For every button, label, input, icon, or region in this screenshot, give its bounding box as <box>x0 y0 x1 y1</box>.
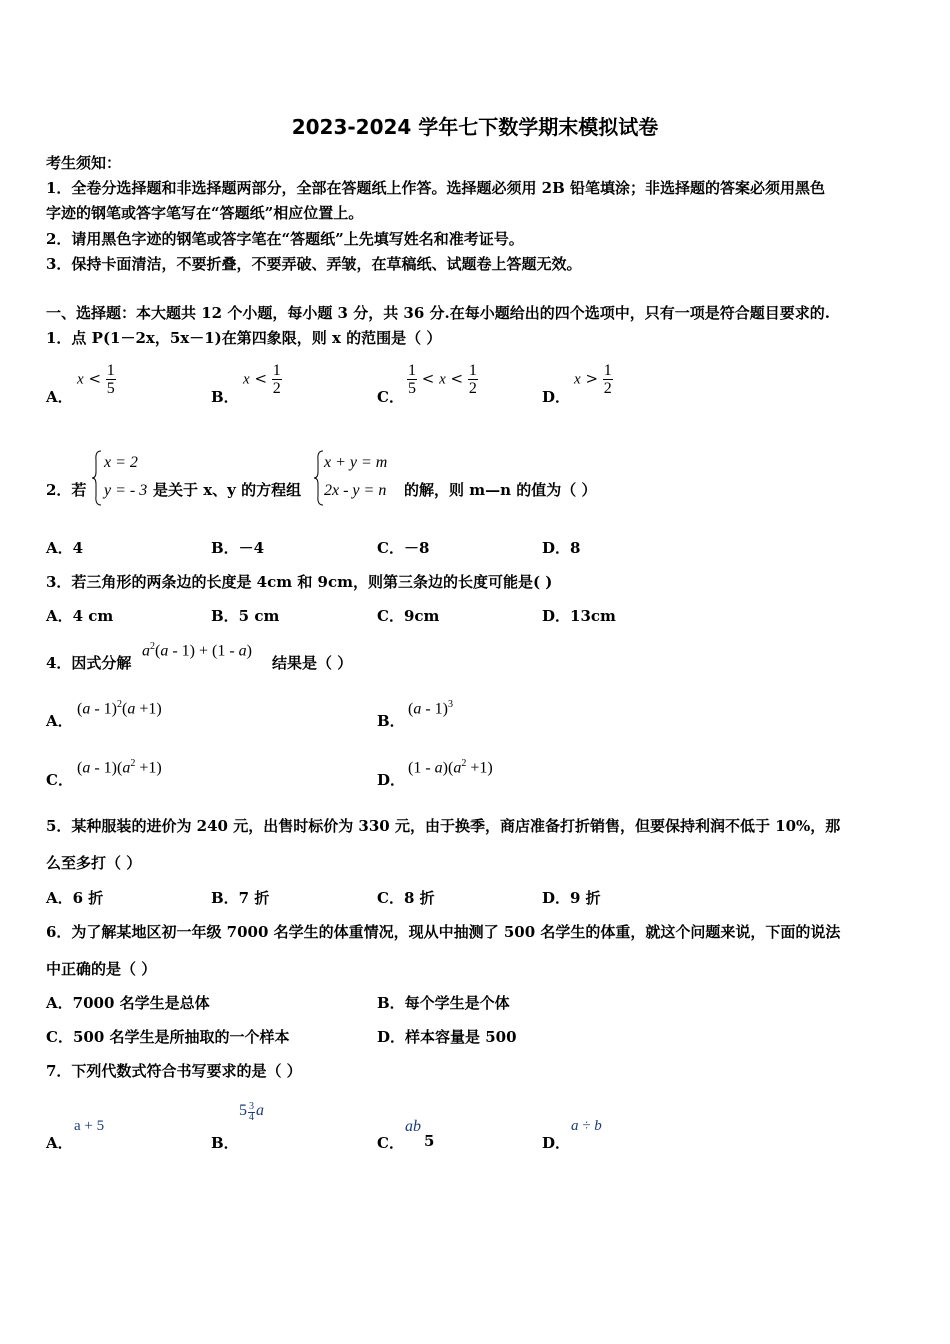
q4-label-b: B． <box>377 712 405 730</box>
brace-icon <box>314 450 324 506</box>
q4-expression: $a^2(a - 1) + (1 - a)$ <box>142 641 252 660</box>
q1-stem: 1．点 P(1－2x，5x－1)在第四象限，则 x 的范围是（ ） <box>46 329 442 347</box>
q1-option-b-math: x < $\frac{1}{2}$ <box>243 362 281 397</box>
q7-option-b-math: 5 $\frac{3}{4}$ a <box>239 1101 264 1123</box>
q7-option-a-math: a + 5 <box>74 1118 105 1134</box>
brace-icon <box>92 450 102 506</box>
q1-label-c: C． <box>377 388 404 406</box>
q4-option-a-math: (a - 1)$^2$(a +1) <box>77 699 162 718</box>
q2-system-a <box>92 448 152 508</box>
q1-option-a-math: x < $\frac{1}{5}$ <box>77 362 115 397</box>
q1-label-b: B． <box>211 388 239 406</box>
q7-option-c-number: 5 <box>424 1132 435 1150</box>
q6-stem-line-2: 中正确的是（ ） <box>46 960 157 978</box>
q1-option-d-math: x > $\frac{1}{2}$ <box>574 362 612 397</box>
q2-system-b-eq1: x + y = m <box>324 454 388 471</box>
q5-stem-line-2: 么至多打（ ） <box>46 854 142 872</box>
q2-option-d: D．8 <box>542 539 581 557</box>
q2-post: 的解，则 m—n 的值为（ ） <box>404 481 597 499</box>
q3-option-a: A．4 cm <box>46 607 114 625</box>
q1-label-a: A． <box>46 388 73 406</box>
q2-mid: 是关于 x、y 的方程组 <box>153 481 302 499</box>
q7-stem: 7．下列代数式符合书写要求的是（ ） <box>46 1062 302 1080</box>
q2-system-b <box>314 448 404 508</box>
q1-label-d: D． <box>542 388 571 406</box>
notice-heading: 考生须知： <box>46 154 122 172</box>
q6-option-a: A．7000 名学生是总体 <box>46 994 210 1012</box>
q7-option-d-math: a ÷ b <box>571 1118 602 1134</box>
q5-option-a: A．6 折 <box>46 889 104 907</box>
q5-option-d: D．9 折 <box>542 889 601 907</box>
notice-line-1a: 1．全卷分选择题和非选择题两部分，全部在答题纸上作答。选择题必须用 2B 铅笔填涂；非选择题的答案必须用黑色 <box>46 179 826 197</box>
q3-option-d: D．13cm <box>542 607 616 625</box>
q2-option-a: A．4 <box>46 539 84 557</box>
q7-label-b: B． <box>211 1134 239 1152</box>
q3-stem: 3．若三角形的两条边的长度是 4cm 和 9cm，则第三条边的长度可能是( ) <box>46 573 553 591</box>
q6-stem-line-1: 6．为了解某地区初一年级 7000 名学生的体重情况，现从中抽测了 500 名学生的体重，就这个问题来说，下面的说法 <box>46 923 841 941</box>
q2-option-b: B．－4 <box>211 539 265 557</box>
q4-option-c-math: $(a - 1)(a^2 +1)$ <box>77 758 162 777</box>
q3-option-c: C．9cm <box>377 607 440 625</box>
notice-line-3: 3．保持卡面清洁，不要折叠，不要弄破、弄皱，在草稿纸、试题卷上答题无效。 <box>46 255 582 273</box>
notice-line-2: 2．请用黑色字迹的钢笔或答字笔在“答题纸”上先填写姓名和准考证号。 <box>46 230 524 248</box>
q6-option-b: B．每个学生是个体 <box>377 994 510 1012</box>
q1-option-c-math: $\frac{1}{5}$ < x < $\frac{1}{2}$ <box>408 362 477 397</box>
page-title: 2023-2024 学年七下数学期末模拟试卷 <box>291 115 659 139</box>
q2-system-a-eq2: y = - 3 <box>104 482 148 499</box>
q4-post: 结果是（ ） <box>272 654 353 672</box>
q7-label-c: C． <box>377 1134 404 1152</box>
q7-option-c-math: ab <box>405 1118 421 1135</box>
q5-option-b: B．7 折 <box>211 889 270 907</box>
q4-label-a: A． <box>46 712 73 730</box>
section-heading: 一、选择题：本大题共 12 个小题，每小题 3 分，共 36 分.在每小题给出的四个选项中，只有一项是符合题目要求的. <box>46 304 830 322</box>
notice-line-1b: 字迹的钢笔或答字笔写在“答题纸”相应位置上。 <box>46 204 364 222</box>
q7-label-a: A． <box>46 1134 73 1152</box>
q2-pre: 2．若 <box>46 481 87 499</box>
q4-label-c: C． <box>46 771 73 789</box>
q2-option-c: C．－8 <box>377 539 430 557</box>
q5-option-c: C．8 折 <box>377 889 435 907</box>
q4-option-d-math: $(1 - a)(a^2 +1)$ <box>408 758 493 777</box>
q2-system-b-eq2: 2x - y = n <box>324 482 387 499</box>
q4-pre: 4．因式分解 <box>46 654 132 672</box>
q4-option-b-math: (a - 1)$^3$ <box>408 699 453 718</box>
q7-label-d: D． <box>542 1134 571 1152</box>
q6-option-c: C．500 名学生是所抽取的一个样本 <box>46 1028 290 1046</box>
q6-option-d: D．样本容量是 500 <box>377 1028 517 1046</box>
q5-stem-line-1: 5．某种服装的进价为 240 元，出售时标价为 330 元，由于换季，商店准备打折销售，但要保持利润不低于 10%，那 <box>46 817 841 835</box>
q4-label-d: D． <box>377 771 406 789</box>
q3-option-b: B．5 cm <box>211 607 280 625</box>
q2-system-a-eq1: x = 2 <box>104 454 138 471</box>
